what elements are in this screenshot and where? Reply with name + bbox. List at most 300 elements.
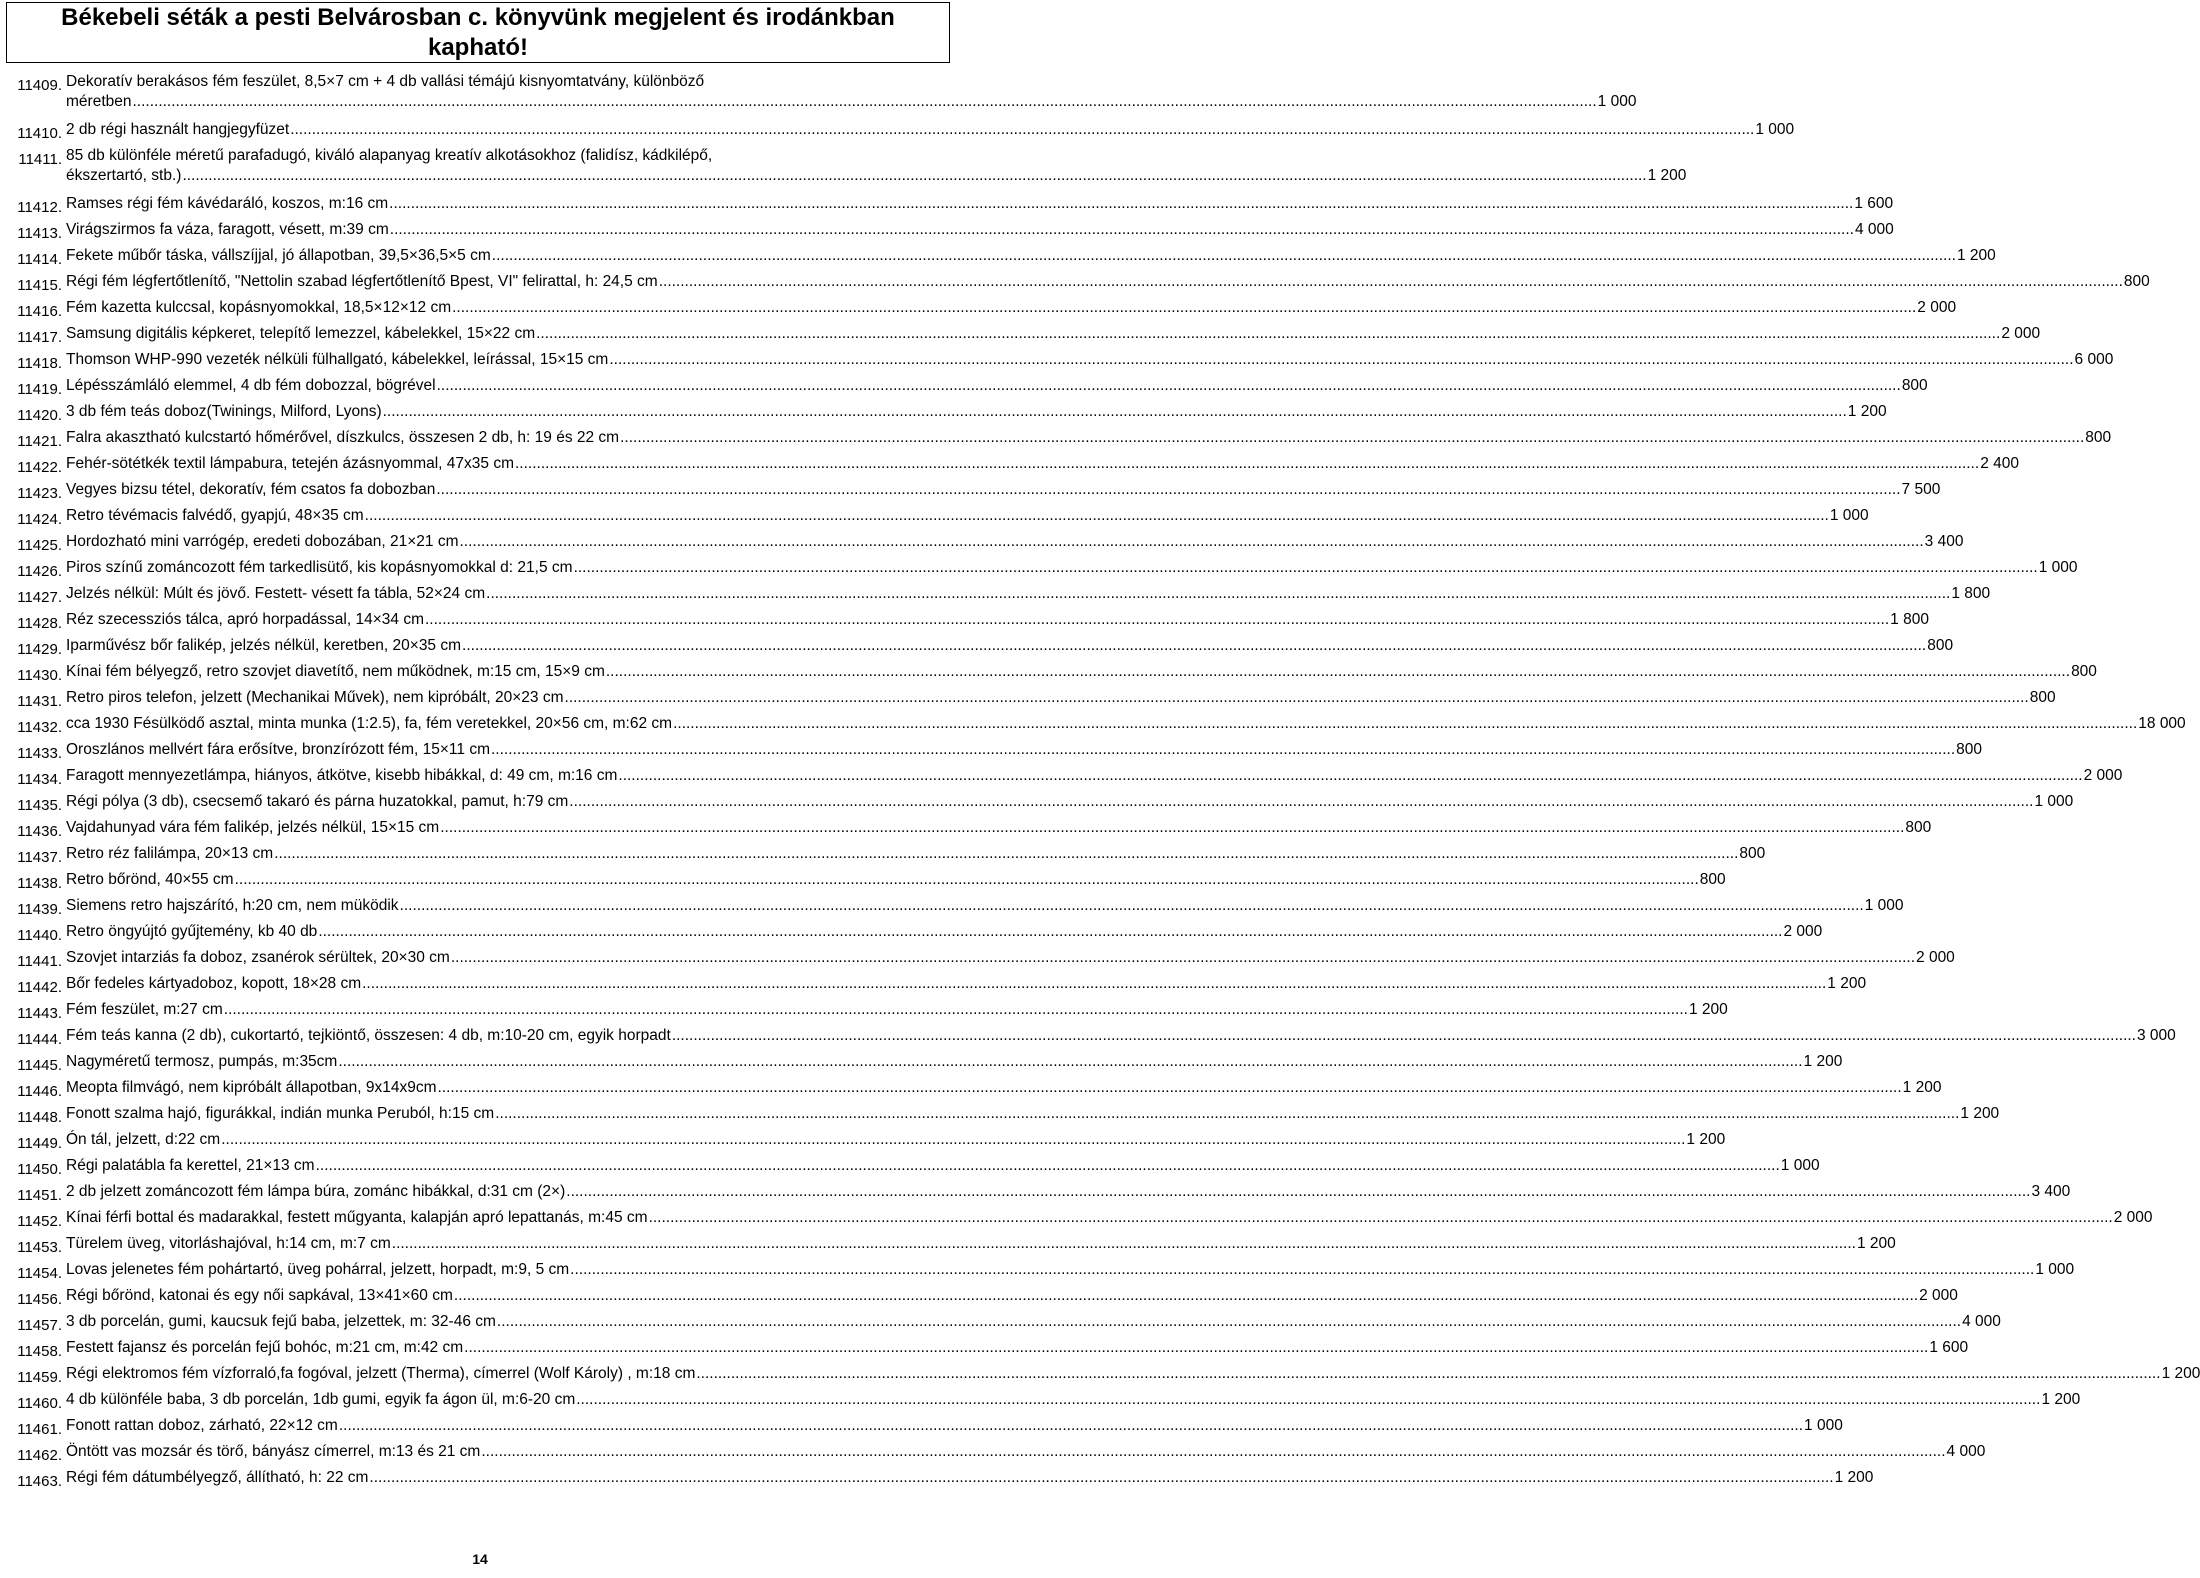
item-price: 1 000: [2034, 793, 2074, 810]
item-line: [66, 1208, 2153, 1228]
item-line: [66, 714, 2186, 734]
item-price: 800: [2071, 663, 2097, 680]
item-line: [66, 610, 1929, 630]
list-item: [0, 580, 1991, 606]
item-price: 1 000: [2038, 559, 2078, 576]
item-body: [66, 1026, 2176, 1046]
list-item: [0, 142, 1687, 190]
item-description: Fehér-sötétkék textil lámpabura, tetején ázásnyommal, 47x35 cm: [66, 455, 514, 472]
item-price: 2 000: [2083, 767, 2123, 784]
dot-leader: [495, 1104, 1959, 1124]
item-body: [66, 220, 1894, 240]
item-line: [66, 194, 1894, 214]
list-item: [0, 1152, 1820, 1178]
list-item: [0, 450, 2019, 476]
item-price: 2 000: [1783, 923, 1823, 940]
dot-leader: [318, 922, 1782, 942]
item-price: 2 400: [1980, 455, 2019, 472]
dot-leader: [649, 1208, 2113, 1228]
item-number: 11443.: [17, 1005, 62, 1022]
item-line: [66, 480, 1941, 500]
item-body: [66, 610, 1929, 630]
dot-leader: [606, 662, 2070, 682]
item-number: 11457.: [17, 1317, 62, 1334]
item-line: [66, 1286, 1958, 1306]
item-line: [66, 1260, 2075, 1280]
item-price: 18 000: [2138, 715, 2186, 732]
item-number: 11445.: [17, 1057, 62, 1074]
list-item: [0, 762, 2123, 788]
dot-leader: [673, 714, 2137, 734]
list-item: [0, 1360, 2200, 1386]
item-body: [66, 974, 1867, 994]
list-item: [0, 684, 2056, 710]
list-item: [0, 372, 1928, 398]
item-description: Jelzés nélkül: Múlt és jövő. Festett- vésett fa tábla, 52×24 cm: [66, 585, 486, 602]
item-description: Szovjet intarziás fa doboz, zsanérok sérültek, 20×30 cm: [66, 949, 450, 966]
item-line: [66, 662, 2097, 682]
item-price: 1 000: [1804, 1417, 1843, 1434]
item-price: 2 000: [1919, 1287, 1958, 1304]
item-number: 11432.: [17, 719, 62, 736]
item-body: [66, 324, 2041, 344]
item-price: 1 200: [2041, 1391, 2081, 1408]
item-description: 3 db fém teás doboz(Twinings, Milford, Lyons): [66, 403, 382, 420]
item-body: [66, 688, 2056, 708]
item-price: 800: [2123, 273, 2150, 290]
list-item: [0, 190, 1894, 216]
item-description: Retro öngyújtó gyűjtemény, kb 40 db: [66, 923, 318, 940]
item-description: méretben: [66, 93, 132, 110]
item-body: [66, 1286, 1958, 1306]
dot-leader: [389, 194, 1853, 214]
item-description: Régi palatábla fa kerettel, 21×13 cm: [66, 1157, 315, 1174]
item-description: Falra akasztható kulcstartó hőmérővel, díszkulcs, összesen 2 db, h: 19 és 22 cm: [66, 429, 620, 446]
item-number: 11419.: [17, 381, 62, 398]
dot-leader: [569, 792, 2033, 812]
item-body: [66, 1156, 1820, 1176]
dot-leader: [339, 1416, 1803, 1436]
item-line: [66, 1000, 1728, 1020]
list-item: [0, 1412, 1843, 1438]
item-line: [66, 1156, 1820, 1176]
item-number: 11434.: [17, 771, 62, 788]
item-description: Ón tál, jelzett, d:22 cm: [66, 1131, 221, 1148]
item-number: 11416.: [17, 303, 62, 320]
item-body: [66, 350, 2114, 370]
item-number: 11422.: [17, 459, 62, 476]
list-item: [0, 1230, 1896, 1256]
item-price: 800: [1905, 819, 1932, 836]
item-body: [66, 1104, 2000, 1124]
item-description: Retro bőrönd, 40×55 cm: [66, 871, 234, 888]
item-line: [66, 740, 1983, 760]
list-item: [0, 502, 1869, 528]
item-body: [66, 870, 1726, 890]
list-item: [0, 1308, 2001, 1334]
item-description: Fém feszület, m:27 cm: [66, 1001, 223, 1018]
item-line: [66, 558, 2078, 578]
item-body: [66, 1234, 1896, 1254]
dot-leader: [609, 350, 2073, 370]
item-number: 11426.: [17, 563, 62, 580]
item-line: [66, 922, 1823, 942]
list-item: [0, 918, 1823, 944]
item-price: 4 000: [1962, 1313, 2001, 1330]
list-item: [0, 398, 1887, 424]
item-price: 2 000: [2001, 325, 2041, 342]
item-number: 11456.: [17, 1291, 62, 1308]
item-line: [66, 1130, 1726, 1150]
dot-leader: [536, 324, 2000, 344]
dot-leader: [316, 1156, 1780, 1176]
item-description: Bőr fedeles kártyadoboz, kopott, 18×28 cm: [66, 975, 362, 992]
item-description: Kínai férfi bottal és madarakkal, festett műgyanta, kalapján apró lepattanás, m:45 cm: [66, 1209, 648, 1226]
item-price: 2 000: [1916, 949, 1955, 966]
item-line: [66, 974, 1867, 994]
item-number: 11428.: [17, 615, 62, 632]
item-line: [66, 428, 2112, 448]
item-body: [66, 584, 1991, 604]
item-line: [66, 1338, 1969, 1358]
item-number: 11458.: [17, 1343, 62, 1360]
dot-leader: [338, 1052, 1802, 1072]
item-line: [66, 584, 1991, 604]
item-body: [66, 376, 1928, 396]
dot-leader: [383, 402, 1847, 422]
list-item: [0, 1178, 2071, 1204]
item-number: 11454.: [17, 1265, 62, 1282]
dot-leader: [462, 636, 1926, 656]
item-number: 11409.: [17, 77, 62, 94]
item-price: 1 000: [2035, 1261, 2075, 1278]
item-number: 11450.: [17, 1161, 62, 1178]
item-price: 1 800: [1951, 585, 1991, 602]
dot-leader: [481, 1442, 1945, 1462]
item-line: [66, 532, 1964, 552]
item-price: 1 200: [1856, 1235, 1896, 1252]
item-price: 1 200: [1956, 247, 1996, 264]
item-description: Lépésszámláló elemmel, 4 db fém dobozzal, bögrével: [66, 377, 436, 394]
item-price: 800: [2085, 429, 2112, 446]
item-line: [66, 1416, 1843, 1436]
item-number: 11420.: [17, 407, 62, 424]
item-number: 11410.: [17, 125, 62, 142]
list-item: [0, 424, 2112, 450]
item-description: Kínai fém bélyegző, retro szovjet diavetítő, nem működnek, m:15 cm, 15×9 cm: [66, 663, 605, 680]
item-line: [66, 818, 1932, 838]
item-line: [66, 506, 1869, 526]
item-body: [66, 1182, 2071, 1202]
list-item: [0, 294, 1957, 320]
item-body: [66, 1078, 1942, 1098]
item-number: 11459.: [17, 1369, 62, 1386]
dot-leader: [290, 120, 1754, 140]
item-number: 11463.: [17, 1473, 62, 1490]
item-body: [66, 1000, 1728, 1020]
item-line: [66, 1468, 1874, 1488]
dot-leader: [618, 766, 2082, 786]
item-price: 6 000: [2074, 351, 2114, 368]
dot-leader: [497, 1312, 1961, 1332]
list-item: [0, 116, 1795, 142]
list-item: [0, 1048, 1843, 1074]
list-item: [0, 1204, 2153, 1230]
list-item: [0, 1438, 1986, 1464]
item-line: [66, 636, 1954, 656]
item-price: 3 400: [1924, 533, 1964, 550]
item-body: [66, 1442, 1986, 1462]
item-description: Régi fém dátumbélyegző, állítható, h: 22 cm: [66, 1469, 369, 1486]
dot-leader: [390, 220, 1854, 240]
dot-leader: [451, 948, 1915, 968]
item-line: [66, 948, 1955, 968]
item-number: 11460.: [17, 1395, 62, 1412]
item-number: 11440.: [17, 927, 62, 944]
item-number: 11448.: [17, 1109, 62, 1126]
list-item: [0, 216, 1894, 242]
item-price: 800: [1699, 871, 1726, 888]
item-description: Ramses régi fém kávédaráló, koszos, m:16 cm: [66, 195, 389, 212]
item-body: [66, 792, 2074, 812]
item-description: 2 db régi használt hangjegyfüzet: [66, 121, 290, 138]
item-body: [66, 1208, 2153, 1228]
dot-leader: [437, 1078, 1901, 1098]
item-price: 1 200: [1834, 1469, 1874, 1486]
list-item: [0, 866, 1726, 892]
list-item: [0, 788, 2074, 814]
list-item: [0, 1464, 1874, 1490]
dot-leader: [672, 1026, 2136, 1046]
list-item: [0, 996, 1728, 1022]
list-item: [0, 528, 1964, 554]
item-number: 11418.: [17, 355, 62, 372]
item-body: [66, 766, 2123, 786]
item-price: 1 600: [1854, 195, 1894, 212]
dot-leader: [459, 532, 1923, 552]
item-line: [66, 120, 1795, 140]
item-line: [66, 844, 1766, 864]
item-number: 11424.: [17, 511, 62, 528]
item-price: 7 500: [1901, 481, 1941, 498]
item-body: [66, 1416, 1843, 1436]
item-description: Hordozható mini varrógép, eredeti dobozában, 21×21 cm: [66, 533, 459, 550]
item-description: 3 db porcelán, gumi, kaucsuk fejű baba, jelzettek, m: 32-46 cm: [66, 1313, 496, 1330]
item-line: [66, 376, 1928, 396]
item-price: 1 200: [2161, 1365, 2200, 1382]
dot-leader: [362, 974, 1826, 994]
item-price: 1 200: [1902, 1079, 1942, 1096]
item-line: [66, 1052, 1843, 1072]
list-item: [0, 1126, 1726, 1152]
dot-leader: [369, 1468, 1833, 1488]
list-item: [0, 476, 1941, 502]
dot-leader: [437, 376, 1901, 396]
item-price: 2 000: [2113, 1209, 2153, 1226]
item-description: Régi bőrönd, katonai és egy női sapkával, 13×41×60 cm: [66, 1287, 453, 1304]
item-description: Vajdahunyad vára fém falikép, jelzés nélkül, 15×15 cm: [66, 819, 440, 836]
item-body: [66, 818, 1932, 838]
item-line: [66, 1390, 2081, 1410]
dot-leader: [440, 818, 1904, 838]
item-price: 1 200: [1686, 1131, 1726, 1148]
item-body: [66, 844, 1766, 864]
item-line: [66, 1104, 2000, 1124]
item-description: Virágszirmos fa váza, faragott, vésett, m:39 cm: [66, 221, 389, 238]
item-description: Lovas jelenetes fém pohártartó, üveg pohárral, jelzett, horpadt, m:9, 5 cm: [66, 1261, 570, 1278]
item-number: 11438.: [17, 875, 62, 892]
item-price: 800: [1927, 637, 1954, 654]
list-item: [0, 632, 1954, 658]
dot-leader: [365, 506, 1829, 526]
header-banner: [6, 2, 950, 63]
item-line: [66, 1026, 2176, 1046]
item-body: [66, 532, 1964, 552]
item-description: Thomson WHP-990 vezeték nélküli fülhallgató, kábelekkel, leírással, 15×15 cm: [66, 351, 609, 368]
list-item: [0, 554, 2078, 580]
dot-leader: [436, 480, 1900, 500]
dot-leader: [570, 1260, 2034, 1280]
item-price: 800: [1739, 845, 1766, 862]
list-item: [0, 1100, 2000, 1126]
dot-leader: [425, 610, 1889, 630]
item-line: [66, 298, 1957, 318]
item-description: Oroszlános mellvért fára erősítve, bronzírózott fém, 15×11 cm: [66, 741, 490, 758]
list-item: [0, 840, 1766, 866]
item-number: 11431.: [17, 693, 62, 710]
list-item: [0, 658, 2097, 684]
list-item: [0, 1256, 2075, 1282]
dot-leader: [274, 844, 1738, 864]
item-body: [66, 1364, 2200, 1384]
item-body: [66, 454, 2019, 474]
item-description: Retro tévémacis falvédő, gyapjú, 48×35 cm: [66, 507, 364, 524]
dot-leader: [224, 1000, 1688, 1020]
item-price: 1 200: [1647, 167, 1687, 184]
item-body: [66, 272, 2150, 292]
item-body: [66, 662, 2097, 682]
item-description: Retro piros telefon, jelzett (Mechanikai Művek), nem kipróbált, 20×23 cm: [66, 689, 564, 706]
item-number: 11451.: [17, 1187, 62, 1204]
item-body: [66, 714, 2186, 734]
item-description: Meopta filmvágó, nem kipróbált állapotban, 9x14x9cm: [66, 1079, 437, 1096]
item-number: 11436.: [17, 823, 62, 840]
item-body: [66, 146, 1687, 186]
item-body: [66, 636, 1954, 656]
item-number: 11423.: [17, 485, 62, 502]
item-line: [66, 688, 2056, 708]
item-number: 11413.: [17, 225, 62, 242]
item-description-first-line: Dekoratív berakásos fém feszület, 8,5×7 cm + 4 db vallási témájú kisnyomtatvány, különböző: [66, 73, 705, 90]
item-description: Nagyméretű termosz, pumpás, m:35cm: [66, 1053, 338, 1070]
item-line: [66, 272, 2150, 292]
dot-leader: [574, 558, 2038, 578]
item-line: [66, 220, 1894, 240]
dot-leader: [491, 740, 1955, 760]
item-description: ékszertartó, stb.): [66, 167, 182, 184]
item-body: [66, 402, 1887, 422]
item-price: 2 000: [1917, 299, 1957, 316]
item-body: [66, 1468, 1874, 1488]
item-price: 1 200: [1688, 1001, 1728, 1018]
list-item: [0, 814, 1932, 840]
list-item: [0, 736, 1983, 762]
item-number: 11439.: [17, 901, 62, 918]
list-item: [0, 892, 1904, 918]
item-body: [66, 896, 1904, 916]
item-price: 1 000: [1829, 507, 1869, 524]
item-description: Türelem üveg, vitorláshajóval, h:14 cm, m:7 cm: [66, 1235, 391, 1252]
item-price: 4 000: [1946, 1443, 1986, 1460]
item-body: [66, 948, 1955, 968]
item-price: 1 200: [1827, 975, 1867, 992]
list-item: [0, 346, 2114, 372]
item-description: Öntött vas mozsár és törő, bányász címerrel, m:13 és 21 cm: [66, 1443, 481, 1460]
item-number: 11415.: [17, 277, 62, 294]
dot-leader: [486, 584, 1950, 604]
item-number: 11452.: [17, 1213, 62, 1230]
item-line: [66, 92, 1637, 112]
item-description: Régi pólya (3 db), csecsemő takaró és párna huzatokkal, pamut, h:79 cm: [66, 793, 569, 810]
item-description: Fonott rattan doboz, zárható, 22×12 cm: [66, 1417, 338, 1434]
dot-leader: [659, 272, 2123, 292]
item-description: cca 1930 Fésülködő asztal, minta munka (1:2.5), fa, fém veretekkel, 20×56 cm, m:62 cm: [66, 715, 673, 732]
item-number: 11461.: [17, 1421, 62, 1438]
item-line: [66, 166, 1687, 186]
item-body: [66, 194, 1894, 214]
item-description: 4 db különféle baba, 3 db porcelán, 1db gumi, egyik fa ágon ül, m:6-20 cm: [66, 1391, 576, 1408]
item-body: [66, 428, 2112, 448]
list-item: [0, 606, 1929, 632]
dot-leader: [182, 166, 1646, 186]
dot-leader: [620, 428, 2084, 448]
item-price: 1 600: [1929, 1339, 1969, 1356]
list-item: [0, 1282, 1958, 1308]
item-body: [66, 558, 2078, 578]
dot-leader: [565, 688, 2029, 708]
item-body: [66, 120, 1795, 140]
item-description: Faragott mennyezetlámpa, hiányos, átkötve, kisebb hibákkal, d: 49 cm, m:16 cm: [66, 767, 618, 784]
item-description: Réz szecessziós tálca, apró horpadással, 14×34 cm: [66, 611, 424, 628]
item-description: Iparművész bőr falikép, jelzés nélkül, keretben, 20×35 cm: [66, 637, 462, 654]
item-description: Fém kazetta kulccsal, kopásnyomokkal, 18,5×12×12 cm: [66, 299, 452, 316]
dot-leader: [235, 870, 1699, 890]
item-price: 1 800: [1890, 611, 1929, 628]
dot-leader: [132, 92, 1596, 112]
list-item: [0, 970, 1867, 996]
item-price: 1 200: [1847, 403, 1887, 420]
item-line: [66, 1442, 1986, 1462]
list-item: [0, 1022, 2176, 1048]
item-line: [66, 792, 2074, 812]
dot-leader: [392, 1234, 1856, 1254]
item-description-first-line: 85 db különféle méretű parafadugó, kiváló alapanyag kreatív alkotásokhoz (falidísz, kádkilépő,: [66, 147, 713, 164]
item-price: 3 000: [2137, 1027, 2176, 1044]
item-price: 800: [1956, 741, 1983, 758]
item-description: Piros színű zománcozott fém tarkedlisütő, kis kopásnyomokkal d: 21,5 cm: [66, 559, 573, 576]
list-item: [0, 710, 2186, 736]
item-description: Samsung digitális képkeret, telepítő lemezzel, kábelekkel, 15×22 cm: [66, 325, 536, 342]
item-body: [66, 1312, 2001, 1332]
item-number: 11462.: [17, 1447, 62, 1464]
item-price: 1 000: [1597, 93, 1637, 110]
item-line: [66, 896, 1904, 916]
item-number: 11414.: [17, 251, 62, 268]
dot-leader: [566, 1182, 2030, 1202]
item-price: 1 000: [1864, 897, 1904, 914]
item-description: Régi fém légfertőtlenítő, "Nettolin szabad légfertőtlenítő Bpest, VI" felirattal, h: 24,5 cm: [66, 273, 658, 290]
dot-leader: [464, 1338, 1928, 1358]
